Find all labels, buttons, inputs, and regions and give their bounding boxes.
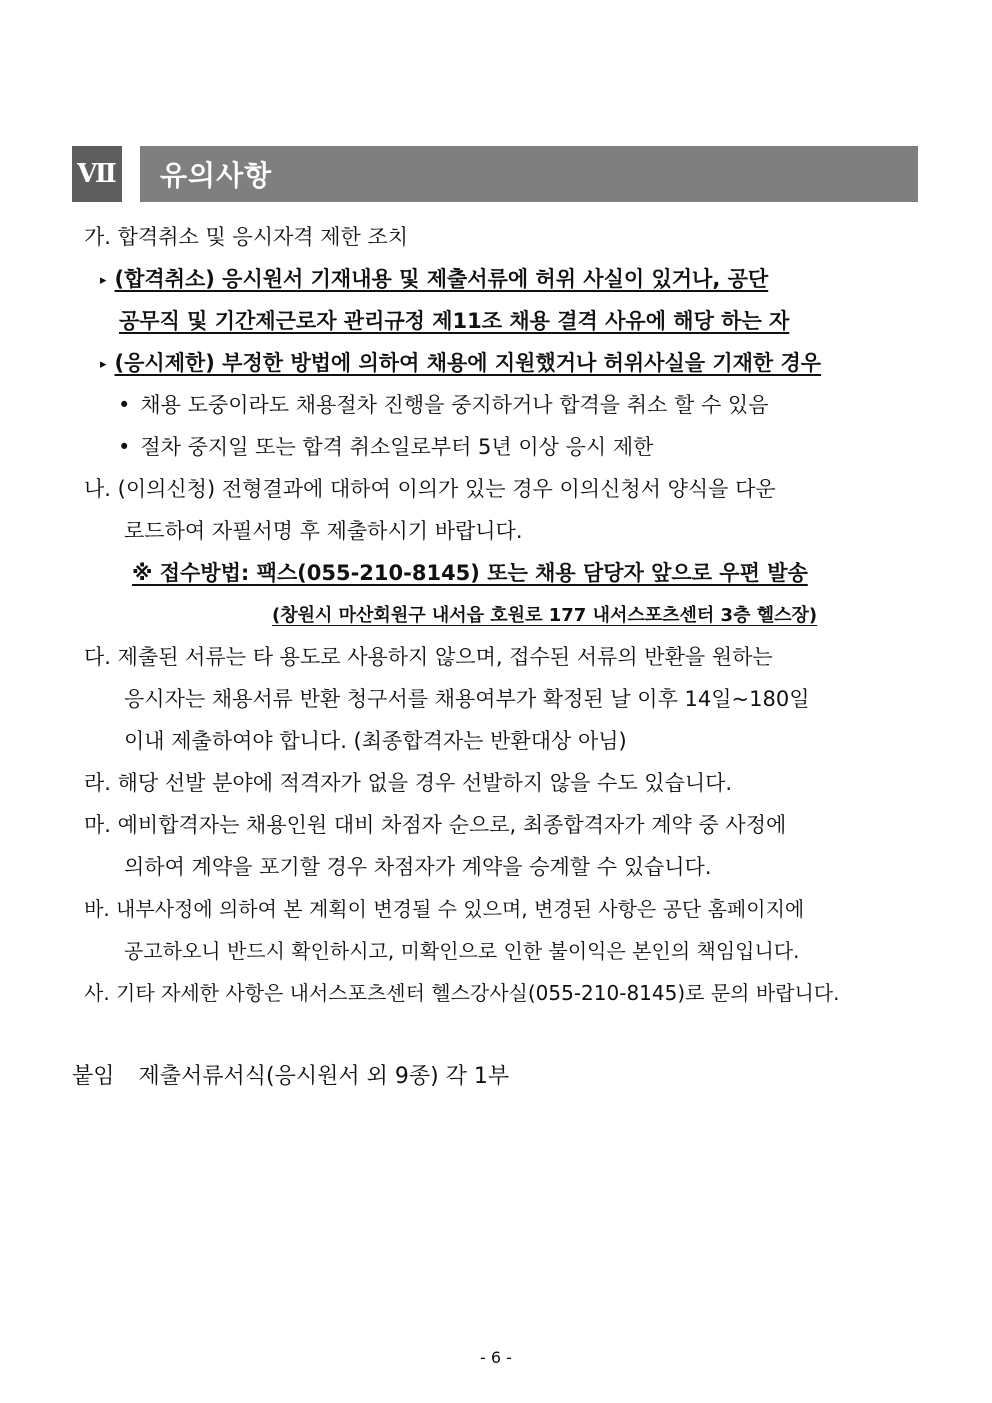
item-da-line-1: 다. 제출된 서류는 타 용도로 사용하지 않으며, 접수된 서류의 반환을 원하는 (84, 645, 773, 669)
item-ga: 가. 합격취소 및 응시자격 제한 조치 (84, 225, 409, 249)
attachment-label: 붙임 (72, 1064, 115, 1089)
section-title: 유의사항 (140, 146, 918, 202)
attachment-text: 제출서류서식(응시원서 외 9종) 각 1부 (138, 1064, 510, 1089)
item-na-line-2: 로드하여 자필서명 후 제출하시기 바랍니다. (124, 519, 523, 543)
item-ga-bullet-2 (100, 350, 821, 378)
item-ga-sub-2: • 절차 중지일 또는 합격 취소일로부터 5년 이상 응시 제한 (118, 435, 654, 459)
section-number: Ⅶ (72, 146, 122, 202)
page-number: - 6 - (480, 1348, 512, 1367)
item-ma-line-2: 의하여 계약을 포기할 경우 차점자가 계약을 승계할 수 있습니다. (124, 855, 712, 879)
item-ga-bullet-2-text: (응시제한) 부정한 방법에 의하여 채용에 지원했거나 허위사실을 기재한 경우 (114, 351, 822, 375)
dot-bullet-icon: • (118, 435, 131, 459)
triangle-bullet-icon: ▸ (100, 273, 107, 288)
item-ma-line-1: 마. 예비합격자는 채용인원 대비 차점자 순으로, 최종합격자가 계약 중 사정에 (84, 813, 787, 837)
section-header (72, 146, 918, 202)
item-sa: 사. 기타 자세한 사항은 내서스포츠센터 헬스강사실(055-210-8145)로 문의 바랍니다. (84, 981, 840, 1005)
triangle-bullet-icon: ▸ (100, 357, 107, 372)
item-ga-sub-1: • 채용 도중이라도 채용절차 진행을 중지하거나 합격을 취소 할 수 있음 (118, 393, 769, 417)
item-ga-bullet-1-line-2: 공무직 및 기간제근로자 관리규정 제11조 채용 결격 사유에 해당 하는 자 (119, 309, 790, 333)
item-da-line-3: 이내 제출하여야 합니다. (최종합격자는 반환대상 아님) (124, 729, 627, 753)
submission-address: (창원시 마산회원구 내서읍 호원로 177 내서스포츠센터 3층 헬스장) (272, 605, 818, 626)
item-ga-bullet-1 (100, 266, 768, 294)
item-ga-bullet-1-line-1: (합격취소) 응시원서 기재내용 및 제출서류에 허위 사실이 있거나, 공단 (114, 267, 769, 291)
item-ba-line-2: 공고하오니 반드시 확인하시고, 미확인으로 인한 불이익은 본인의 책임입니다. (124, 939, 800, 963)
item-da-line-2: 응시자는 채용서류 반환 청구서를 채용여부가 확정된 날 이후 14일~180일 (124, 687, 810, 711)
attachment (72, 1064, 509, 1090)
dot-bullet-icon: • (118, 393, 131, 417)
item-na-line-1: 나. (이의신청) 전형결과에 대하여 이의가 있는 경우 이의신청서 양식을 다운 (84, 477, 776, 501)
item-ba-line-1: 바. 내부사정에 의하여 본 계획이 변경될 수 있으며, 변경된 사항은 공단 홈페이지에 (84, 897, 805, 921)
item-ra: 라. 해당 선발 분야에 적격자가 없을 경우 선발하지 않을 수도 있습니다. (84, 771, 733, 795)
submission-method: ※ 접수방법: 팩스(055-210-8145) 또는 채용 담당자 앞으로 우편 발송 (132, 561, 808, 585)
